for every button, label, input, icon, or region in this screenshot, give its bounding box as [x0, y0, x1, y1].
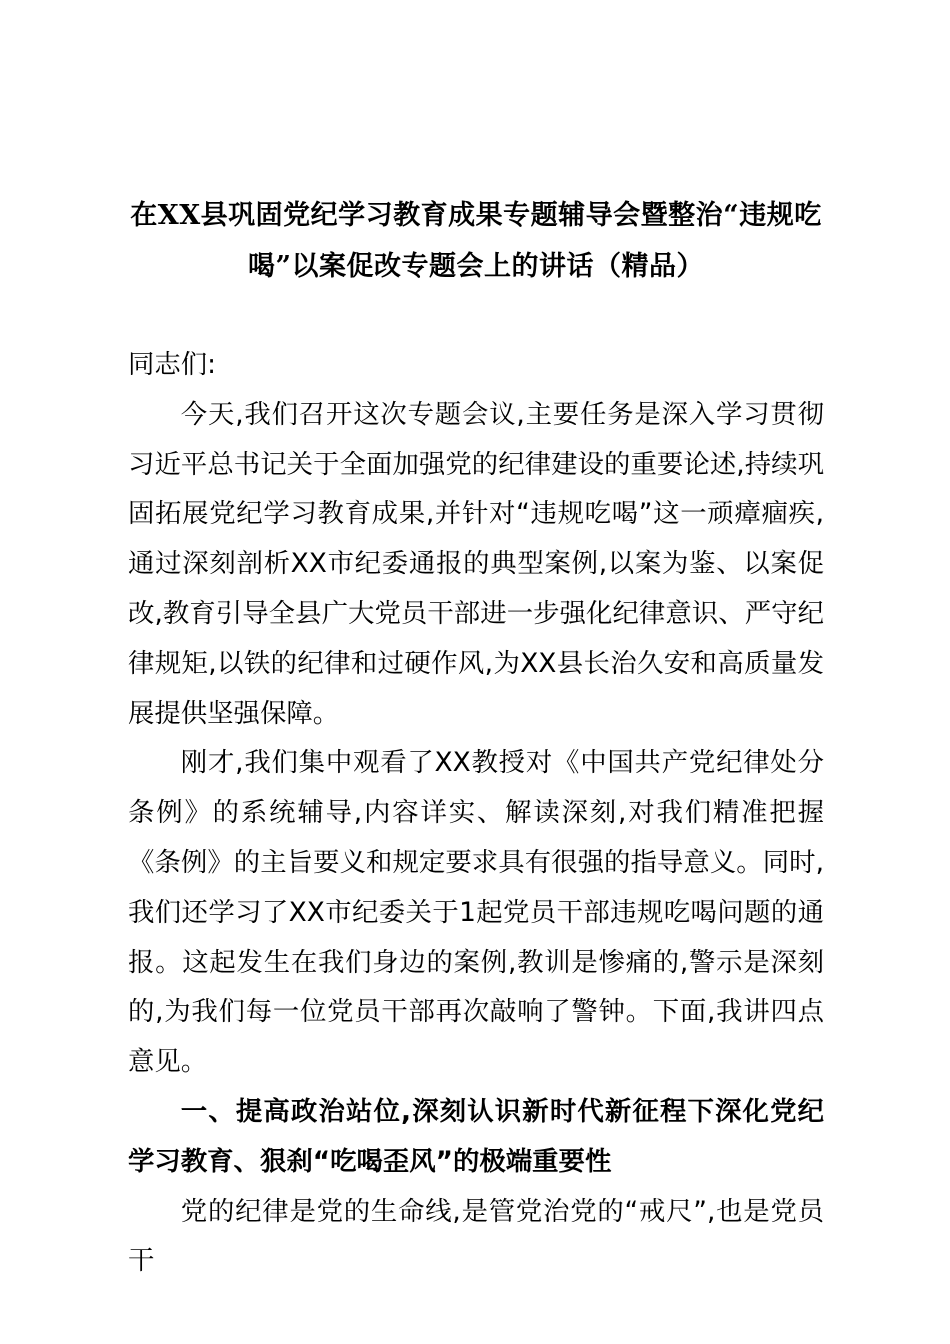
salutation: 同志们:	[128, 349, 217, 380]
paragraph-review: 刚才,我们集中观看了XX教授对《中国共产党纪律处分条例》的系统辅导,内容详实、解读深刻,对我们精准把握《条例》的主旨要义和规定要求具有很强的指导意义。同时,我们还学习了XX市纪委关于1起党员干部违规吃喝问题的通报。这起发生在我们身边的案例,教训是惨痛的,警示是深刻的,为我们每一位党员干部再次敲响了警钟。下面,我讲四点意见。	[128, 747, 824, 1078]
paragraph-opening: 今天,我们召开这次专题会议,主要任务是深入学习贯彻习近平总书记关于全面加强党的纪律建设的重要论述,持续巩固拓展党纪学习教育成果,并针对“违规吃喝”这一顽瘴痼疾,通过深刻剖析XX市纪委通报的典型案例,以案为鉴、以案促改,教育引导全县广大党员干部进一步强化纪律意识、严守纪律规矩,以铁的纪律和过硬作风,为XX县长治久安和高质量发展提供坚强保障。	[128, 398, 824, 729]
section-heading-1: 一、提高政治站位,深刻认识新时代新征程下深化党纪学习教育、狠刹“吃喝歪风”的极端重要性	[128, 1095, 824, 1177]
document-body	[128, 340, 824, 1286]
document-title: 在XX县巩固党纪学习教育成果专题辅导会暨整治“违规吃喝”以案促改专题会上的讲话（精品）	[130, 200, 822, 282]
paragraph-section-1-start: 党的纪律是党的生命线,是管党治党的“戒尺”,也是党员干	[128, 1195, 824, 1277]
